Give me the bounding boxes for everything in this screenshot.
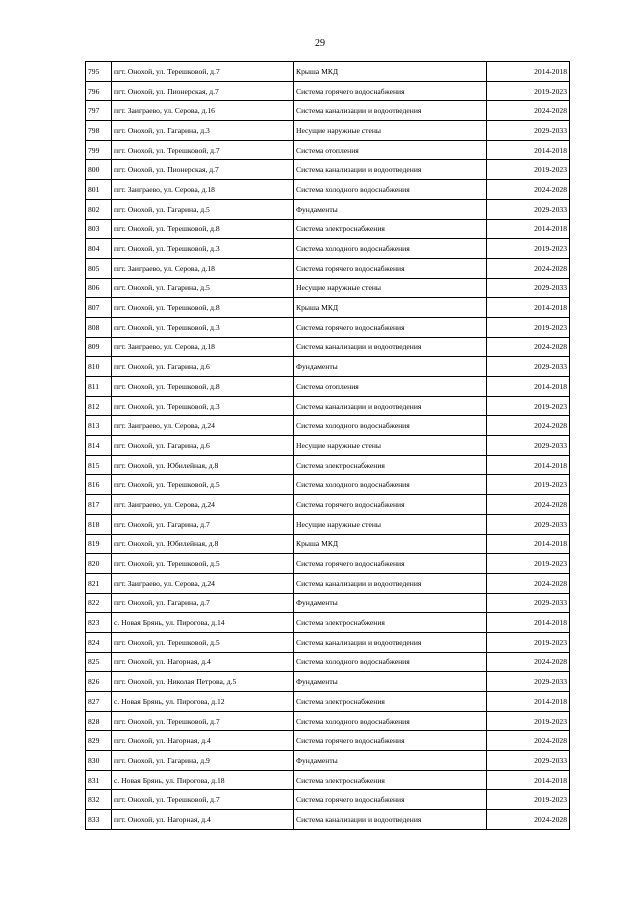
row-address-cell: пгт. Онохой, ул. Терешковой, д.5 xyxy=(112,632,294,652)
row-address-cell: с. Новая Брянь, ул. Пирогова, д.14 xyxy=(112,613,294,633)
row-address-cell: пгт. Онохой, ул. Гагарина, д.3 xyxy=(112,121,294,141)
row-system-cell: Система электроснабжения xyxy=(294,219,487,239)
row-system-cell: Система канализации и водоотведения xyxy=(294,160,487,180)
row-period-cell: 2029-2033 xyxy=(487,357,570,377)
table-row xyxy=(86,593,570,613)
table-row xyxy=(86,337,570,357)
row-number-cell: 802 xyxy=(86,199,112,219)
row-system-cell: Крыша МКД xyxy=(294,298,487,318)
registry-table-body xyxy=(86,62,570,830)
row-address-cell: пгт. Онохой, ул. Нагорная, д.4 xyxy=(112,652,294,672)
row-address-cell: пгт. Онохой, ул. Терешковой, д.5 xyxy=(112,554,294,574)
row-period-cell: 2024-2028 xyxy=(487,101,570,121)
row-number-cell: 811 xyxy=(86,377,112,397)
row-system-cell: Система холодного водоснабжения xyxy=(294,239,487,259)
row-system-cell: Система электроснабжения xyxy=(294,692,487,712)
row-system-cell: Система горячего водоснабжения xyxy=(294,554,487,574)
table-row xyxy=(86,62,570,82)
row-system-cell: Система канализации и водоотведения xyxy=(294,573,487,593)
row-number-cell: 798 xyxy=(86,121,112,141)
row-number-cell: 796 xyxy=(86,81,112,101)
row-number-cell: 819 xyxy=(86,534,112,554)
row-system-cell: Несущие наружные стены xyxy=(294,278,487,298)
row-period-cell: 2019-2023 xyxy=(487,632,570,652)
row-address-cell: пгт. Онохой, ул. Терешковой, д.5 xyxy=(112,475,294,495)
row-number-cell: 808 xyxy=(86,317,112,337)
row-number-cell: 815 xyxy=(86,455,112,475)
row-period-cell: 2024-2028 xyxy=(487,573,570,593)
table-row xyxy=(86,573,570,593)
table-row xyxy=(86,101,570,121)
row-system-cell: Система холодного водоснабжения xyxy=(294,652,487,672)
row-system-cell: Система холодного водоснабжения xyxy=(294,416,487,436)
row-number-cell: 806 xyxy=(86,278,112,298)
row-period-cell: 2024-2028 xyxy=(487,416,570,436)
row-address-cell: пгт. Заиграево, ул. Серова, д.16 xyxy=(112,101,294,121)
row-period-cell: 2019-2023 xyxy=(487,160,570,180)
row-period-cell: 2024-2028 xyxy=(487,337,570,357)
row-number-cell: 821 xyxy=(86,573,112,593)
row-address-cell: с. Новая Брянь, ул. Пирогова, д.12 xyxy=(112,692,294,712)
table-row xyxy=(86,495,570,515)
row-number-cell: 817 xyxy=(86,495,112,515)
row-period-cell: 2014-2018 xyxy=(487,534,570,554)
table-row xyxy=(86,770,570,790)
row-number-cell: 829 xyxy=(86,731,112,751)
table-row xyxy=(86,731,570,751)
row-number-cell: 832 xyxy=(86,790,112,810)
table-row xyxy=(86,751,570,771)
row-address-cell: пгт. Онохой, ул. Гагарина, д.7 xyxy=(112,593,294,613)
row-number-cell: 826 xyxy=(86,672,112,692)
row-address-cell: пгт. Онохой, ул. Терешковой, д.7 xyxy=(112,140,294,160)
table-row xyxy=(86,199,570,219)
row-number-cell: 827 xyxy=(86,692,112,712)
row-address-cell: пгт. Заиграево, ул. Серова, д.18 xyxy=(112,337,294,357)
row-period-cell: 2014-2018 xyxy=(487,298,570,318)
row-period-cell: 2029-2033 xyxy=(487,278,570,298)
row-system-cell: Система отопления xyxy=(294,140,487,160)
table-row xyxy=(86,121,570,141)
row-period-cell: 2029-2033 xyxy=(487,199,570,219)
row-number-cell: 804 xyxy=(86,239,112,259)
row-system-cell: Система отопления xyxy=(294,377,487,397)
row-address-cell: с. Новая Брянь, ул. Пирогова, д.18 xyxy=(112,770,294,790)
row-period-cell: 2024-2028 xyxy=(487,258,570,278)
row-period-cell: 2029-2033 xyxy=(487,593,570,613)
row-system-cell: Система горячего водоснабжения xyxy=(294,258,487,278)
row-system-cell: Система электроснабжения xyxy=(294,455,487,475)
row-system-cell: Система холодного водоснабжения xyxy=(294,180,487,200)
row-number-cell: 825 xyxy=(86,652,112,672)
row-system-cell: Фундаменты xyxy=(294,751,487,771)
row-address-cell: пгт. Онохой, ул. Юбилейная, д.8 xyxy=(112,455,294,475)
table-row xyxy=(86,455,570,475)
row-system-cell: Крыша МКД xyxy=(294,62,487,82)
row-address-cell: пгт. Онохой, ул. Гагарина, д.7 xyxy=(112,514,294,534)
row-address-cell: пгт. Заиграево, ул. Серова, д.24 xyxy=(112,416,294,436)
row-period-cell: 2029-2033 xyxy=(487,121,570,141)
row-period-cell: 2019-2023 xyxy=(487,239,570,259)
table-row xyxy=(86,239,570,259)
row-period-cell: 2029-2033 xyxy=(487,436,570,456)
row-system-cell: Система канализации и водоотведения xyxy=(294,810,487,830)
row-system-cell: Фундаменты xyxy=(294,199,487,219)
row-address-cell: пгт. Онохой, ул. Терешковой, д.3 xyxy=(112,239,294,259)
row-number-cell: 820 xyxy=(86,554,112,574)
row-period-cell: 2014-2018 xyxy=(487,692,570,712)
row-address-cell: пгт. Онохой, ул. Николая Петрова, д.5 xyxy=(112,672,294,692)
row-number-cell: 823 xyxy=(86,613,112,633)
row-number-cell: 828 xyxy=(86,711,112,731)
row-number-cell: 812 xyxy=(86,396,112,416)
row-period-cell: 2029-2033 xyxy=(487,672,570,692)
row-system-cell: Система горячего водоснабжения xyxy=(294,731,487,751)
row-system-cell: Система горячего водоснабжения xyxy=(294,790,487,810)
row-number-cell: 830 xyxy=(86,751,112,771)
row-number-cell: 797 xyxy=(86,101,112,121)
row-number-cell: 803 xyxy=(86,219,112,239)
row-system-cell: Система горячего водоснабжения xyxy=(294,495,487,515)
table-row xyxy=(86,554,570,574)
row-period-cell: 2014-2018 xyxy=(487,455,570,475)
row-period-cell: 2024-2028 xyxy=(487,810,570,830)
row-period-cell: 2024-2028 xyxy=(487,652,570,672)
table-row xyxy=(86,652,570,672)
row-address-cell: пгт. Онохой, ул. Терешковой, д.8 xyxy=(112,377,294,397)
row-system-cell: Система канализации и водоотведения xyxy=(294,101,487,121)
row-number-cell: 810 xyxy=(86,357,112,377)
row-period-cell: 2024-2028 xyxy=(487,495,570,515)
row-address-cell: пгт. Онохой, ул. Терешковой, д.3 xyxy=(112,396,294,416)
table-row xyxy=(86,278,570,298)
table-row xyxy=(86,81,570,101)
table-row xyxy=(86,514,570,534)
row-period-cell: 2029-2033 xyxy=(487,751,570,771)
row-period-cell: 2019-2023 xyxy=(487,554,570,574)
row-number-cell: 800 xyxy=(86,160,112,180)
table-row xyxy=(86,692,570,712)
row-address-cell: пгт. Онохой, ул. Терешковой, д.7 xyxy=(112,711,294,731)
table-row xyxy=(86,613,570,633)
row-number-cell: 831 xyxy=(86,770,112,790)
table-row xyxy=(86,475,570,495)
row-system-cell: Крыша МКД xyxy=(294,534,487,554)
row-period-cell: 2024-2028 xyxy=(487,180,570,200)
row-system-cell: Система электроснабжения xyxy=(294,770,487,790)
row-number-cell: 824 xyxy=(86,632,112,652)
row-address-cell: пгт. Онохой, ул. Гагарина, д.5 xyxy=(112,278,294,298)
row-period-cell: 2014-2018 xyxy=(487,140,570,160)
row-period-cell: 2019-2023 xyxy=(487,396,570,416)
table-row xyxy=(86,396,570,416)
row-period-cell: 2014-2018 xyxy=(487,613,570,633)
row-system-cell: Фундаменты xyxy=(294,593,487,613)
row-address-cell: пгт. Онохой, ул. Терешковой, д.3 xyxy=(112,317,294,337)
table-row xyxy=(86,357,570,377)
table-row xyxy=(86,377,570,397)
row-number-cell: 807 xyxy=(86,298,112,318)
table-row xyxy=(86,711,570,731)
row-address-cell: пгт. Онохой, ул. Юбилейная, д.8 xyxy=(112,534,294,554)
row-address-cell: пгт. Онохой, ул. Нагорная, д.4 xyxy=(112,731,294,751)
table-row xyxy=(86,140,570,160)
table-row xyxy=(86,810,570,830)
row-number-cell: 816 xyxy=(86,475,112,495)
row-address-cell: пгт. Заиграево, ул. Серова, д.24 xyxy=(112,573,294,593)
row-address-cell: пгт. Онохой, ул. Пионерская, д.7 xyxy=(112,81,294,101)
row-period-cell: 2019-2023 xyxy=(487,317,570,337)
table-row xyxy=(86,160,570,180)
row-system-cell: Система холодного водоснабжения xyxy=(294,475,487,495)
row-period-cell: 2024-2028 xyxy=(487,731,570,751)
row-address-cell: пгт. Онохой, ул. Терешковой, д.7 xyxy=(112,62,294,82)
row-address-cell: пгт. Онохой, ул. Гагарина, д.6 xyxy=(112,357,294,377)
row-number-cell: 795 xyxy=(86,62,112,82)
row-period-cell: 2019-2023 xyxy=(487,711,570,731)
row-address-cell: пгт. Заиграево, ул. Серова, д.24 xyxy=(112,495,294,515)
row-period-cell: 2014-2018 xyxy=(487,219,570,239)
row-address-cell: пгт. Онохой, ул. Терешковой, д.8 xyxy=(112,298,294,318)
table-row xyxy=(86,258,570,278)
row-system-cell: Система горячего водоснабжения xyxy=(294,317,487,337)
row-system-cell: Несущие наружные стены xyxy=(294,436,487,456)
row-number-cell: 818 xyxy=(86,514,112,534)
row-period-cell: 2029-2033 xyxy=(487,514,570,534)
registry-table xyxy=(85,61,570,830)
row-address-cell: пгт. Онохой, ул. Терешковой, д.8 xyxy=(112,219,294,239)
row-period-cell: 2014-2018 xyxy=(487,62,570,82)
table-row xyxy=(86,632,570,652)
row-number-cell: 809 xyxy=(86,337,112,357)
row-period-cell: 2014-2018 xyxy=(487,770,570,790)
table-row xyxy=(86,534,570,554)
page-number: 29 xyxy=(315,38,325,49)
table-row xyxy=(86,219,570,239)
row-system-cell: Система канализации и водоотведения xyxy=(294,337,487,357)
row-address-cell: пгт. Заиграево, ул. Серова, д.18 xyxy=(112,180,294,200)
row-period-cell: 2019-2023 xyxy=(487,81,570,101)
row-system-cell: Несущие наружные стены xyxy=(294,514,487,534)
row-system-cell: Система горячего водоснабжения xyxy=(294,81,487,101)
table-row xyxy=(86,672,570,692)
row-system-cell: Система канализации и водоотведения xyxy=(294,396,487,416)
row-number-cell: 801 xyxy=(86,180,112,200)
row-address-cell: пгт. Онохой, ул. Гагарина, д.5 xyxy=(112,199,294,219)
row-period-cell: 2019-2023 xyxy=(487,475,570,495)
table-row xyxy=(86,317,570,337)
row-system-cell: Фундаменты xyxy=(294,672,487,692)
table-row xyxy=(86,416,570,436)
row-number-cell: 833 xyxy=(86,810,112,830)
row-period-cell: 2014-2018 xyxy=(487,377,570,397)
table-row xyxy=(86,790,570,810)
row-period-cell: 2019-2023 xyxy=(487,790,570,810)
row-address-cell: пгт. Онохой, ул. Нагорная, д.4 xyxy=(112,810,294,830)
row-system-cell: Система электроснабжения xyxy=(294,613,487,633)
row-system-cell: Система канализации и водоотведения xyxy=(294,632,487,652)
table-row xyxy=(86,298,570,318)
row-address-cell: пгт. Онохой, ул. Пионерская, д.7 xyxy=(112,160,294,180)
row-address-cell: пгт. Онохой, ул. Гагарина, д.9 xyxy=(112,751,294,771)
row-number-cell: 822 xyxy=(86,593,112,613)
row-address-cell: пгт. Онохой, ул. Гагарина, д.6 xyxy=(112,436,294,456)
row-number-cell: 814 xyxy=(86,436,112,456)
row-address-cell: пгт. Онохой, ул. Терешковой, д.7 xyxy=(112,790,294,810)
row-system-cell: Система холодного водоснабжения xyxy=(294,711,487,731)
row-number-cell: 805 xyxy=(86,258,112,278)
row-number-cell: 799 xyxy=(86,140,112,160)
table-row xyxy=(86,436,570,456)
row-number-cell: 813 xyxy=(86,416,112,436)
table-row xyxy=(86,180,570,200)
row-system-cell: Фундаменты xyxy=(294,357,487,377)
row-system-cell: Несущие наружные стены xyxy=(294,121,487,141)
row-address-cell: пгт. Заиграево, ул. Серова, д.18 xyxy=(112,258,294,278)
